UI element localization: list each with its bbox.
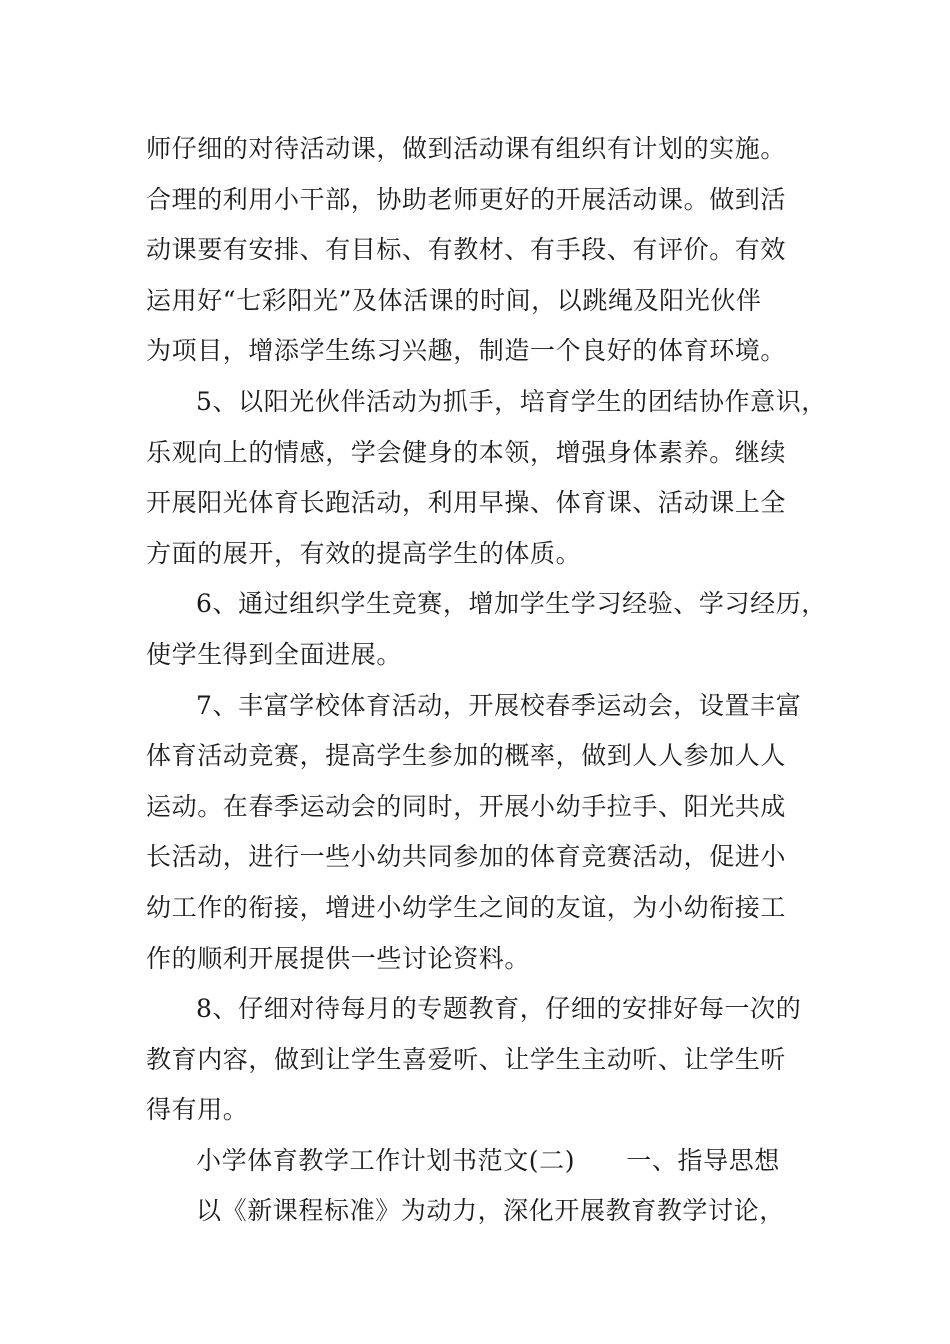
text-line: 方面的展开，有效的提高学生的体质。	[146, 538, 582, 568]
text-line: 开展阳光体育长跑活动，利用早操、体育课、活动课上全	[146, 488, 787, 518]
text-line: 教育内容，做到让学生喜爱听、让学生主动听、让学生听	[146, 1044, 787, 1074]
text-line: 以《新课程标准》为动力，深化开展教育教学讨论，	[196, 1196, 785, 1226]
text-line: 合理的利用小干部，协助老师更好的开展活动课。做到活	[146, 184, 787, 214]
text-line: 长活动，进行一些小幼共同参加的体育竞赛活动，促进小	[146, 842, 787, 872]
text-line: 动课要有安排、有目标、有教材、有手段、有评价。有效	[146, 235, 787, 265]
text-line: 为项目，增添学生练习兴趣，制造一个良好的体育环境。	[146, 336, 787, 366]
text-line: 使学生得到全面进展。	[146, 639, 403, 669]
text-line: 5、以阳光伙伴活动为抓手，培育学生的团结协作意识，	[196, 386, 827, 416]
text-line: 幼工作的衔接，增进小幼学生之间的友谊，为小幼衔接工	[146, 892, 787, 922]
text-line: 6、通过组织学生竞赛，增加学生学习经验、学习经历，	[196, 589, 827, 619]
text-line: 运动。在春季运动会的同时，开展小幼手拉手、阳光共成	[146, 791, 787, 821]
text-line: 乐观向上的情感，学会健身的本领，增强身体素养。继续	[146, 437, 787, 467]
body-text	[146, 124, 827, 1237]
text-line: 作的顺利开展提供一些讨论资料。	[146, 943, 531, 973]
text-line: 8、仔细对待每月的专题教育，仔细的安排好每一次的	[196, 994, 802, 1024]
text-line: 得有用。	[146, 1095, 249, 1125]
text-line: 运用好“七彩阳光”及体活课的时间，以跳绳及阳光伙伴	[146, 285, 762, 315]
text-line: 7、丰富学校体育活动，开展校春季运动会，设置丰富	[196, 690, 802, 720]
text-line: 体育活动竞赛，提高学生参加的概率，做到人人参加人人	[146, 741, 787, 771]
text-line: 师仔细的对待活动课，做到活动课有组织有计划的实施。	[146, 134, 787, 163]
text-line: 小学体育教学工作计划书范文(二) 一、指导思想	[196, 1145, 780, 1175]
